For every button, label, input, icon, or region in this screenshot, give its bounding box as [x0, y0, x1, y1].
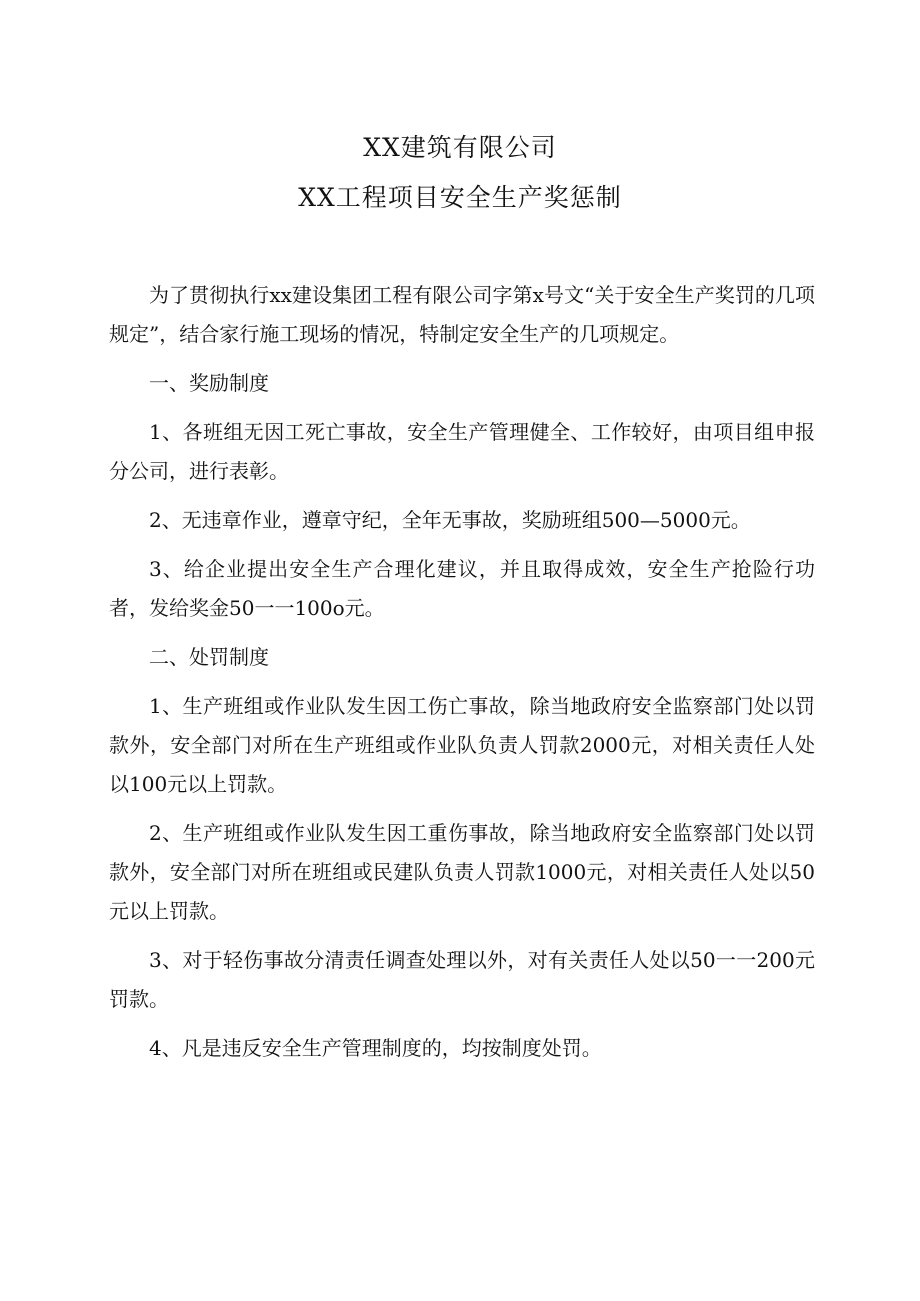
document-body	[109, 276, 815, 1078]
section-heading-rewards: 一、奖励制度	[149, 371, 269, 395]
reward-item: 2、无违章作业，遵章守纪，全年无事故，奖励班组500—5000元。	[149, 508, 751, 532]
reward-item: 1、各班组无因工死亡事故，安全生产管理健全、工作较好，由项目组申报分公司，进行表彰。	[109, 420, 815, 483]
penalty-item: 2、生产班组或作业队发生因工重伤事故，除当地政府安全监察部门处以罚款外，安全部门对所在班组或民建队负责人罚款1000元，对相关责任人处以50元以上罚款。	[109, 821, 815, 923]
penalty-item: 4、凡是违反安全生产管理制度的，均按制度处罚。	[149, 1036, 602, 1060]
document-title-company: XX建筑有限公司	[363, 133, 557, 162]
document-title-regulation: XX工程项目安全生产奖惩制	[298, 183, 622, 212]
penalty-item: 1、生产班组或作业队发生因工伤亡事故，除当地政府安全监察部门处以罚款外，安全部门对所在生产班组或作业队负责人罚款2000元，对相关责任人处以100元以上罚款。	[109, 694, 815, 796]
penalty-item: 3、对于轻伤事故分清责任调查处理以外，对有关责任人处以50一一200元罚款。	[109, 948, 815, 1011]
reward-item: 3、给企业提出安全生产合理化建议，并且取得成效，安全生产抢险行功者，发给奖金50一一100o元。	[109, 557, 815, 620]
section-heading-penalties: 二、处罚制度	[149, 645, 269, 669]
intro-paragraph: 为了贯彻执行xx建设集团工程有限公司字第x号文“关于安全生产奖罚的几项规定”，结合家行施工现场的情况，特制定安全生产的几项规定。	[109, 283, 815, 346]
